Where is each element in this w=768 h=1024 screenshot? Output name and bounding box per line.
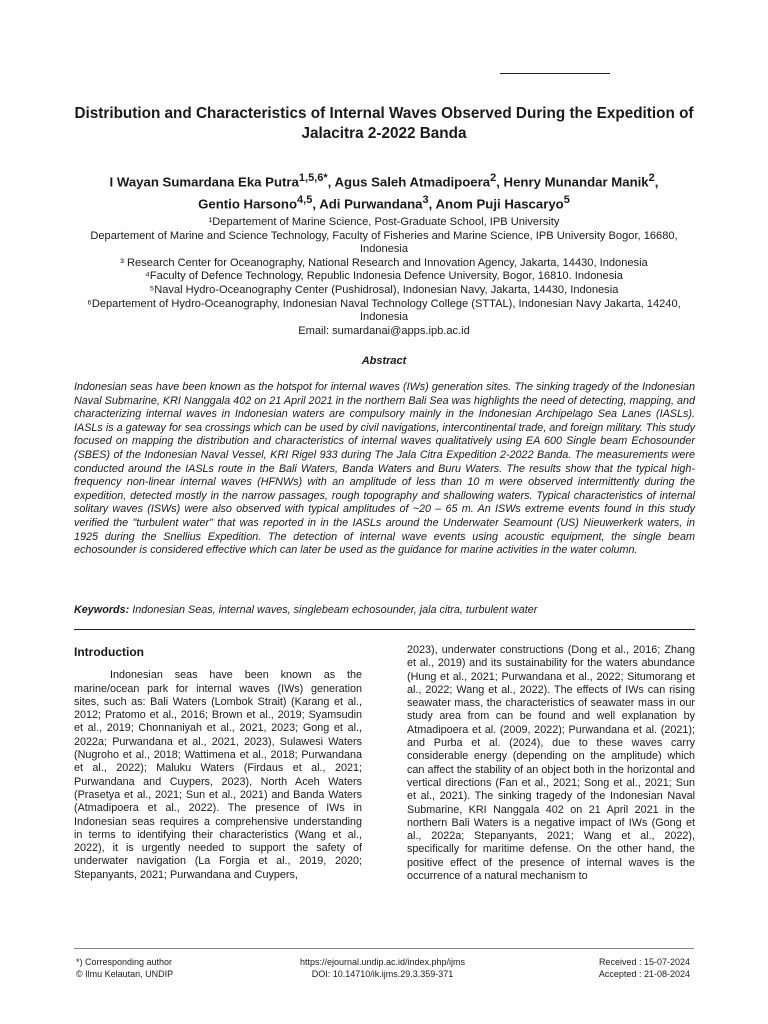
author: Gentio Harsono: [198, 196, 298, 212]
affiliation-line: ⁶Departement of Hydro-Oceanography, Indonesian Naval Technology College (STTAL), Indonesian Navy Jakarta, 14240, Indonesia: [87, 297, 681, 324]
author: Agus Saleh Atmadipoera: [334, 174, 491, 190]
corresponding-author-note: *) Corresponding author: [76, 957, 173, 967]
footer-left: [76, 956, 173, 980]
right-column: [407, 644, 695, 883]
introduction-heading: Introduction: [74, 645, 144, 659]
intro-paragraph-continued: 2023), underwater constructions (Dong et al., 2016; Zhang et al., 2019) and its sustainability for the waters abundance (Hung et al., 2021; Purwandana et al., 2022; Situmorang et al., 2022; Wang et al., 2022). The effects of IWs can rising seawater mass, the characteristics of seawater mass in our study area from can be found and well explanation by Atmadipoera et al. (2009, 2022); Purwandana et al. (2021); and Purba et al. (2024), due to these waves carry considerable energy (depending on the amplitude) which can affect the stability of an object both in the horizontal and vertical directions (Fan et al., 2021; Song et al., 2021; Sun et al., 2021). The sinking tragedy of the Indonesian Naval Submarine, KRI Nanggala 402 on 21 April 2021 in the northern Bali Waters is a negative impact of IWs (Gong et al., 2022a; Stepanyants, 2021; Wang et al., 2022), specifically for maritime defense. On the other hand, the positive effect of the presence of internal waves is the occurrence of a natural mechanism to: [407, 644, 695, 883]
author-list: I Wayan Sumardana Eka Putra$^{1,5,6*}$, Agus Saleh Atmadipoera$^2$, Henry Munandar Manik$^2$, Gentio Harsono$^{4,5}$, Adi Purwandana$^3$, Anom Puji Hascaryo$^5$: [109, 172, 659, 212]
author-affil-sup: 4,5: [297, 194, 313, 207]
author: Anom Puji Hascaryo: [435, 196, 564, 212]
email-line[interactable]: Email: sumardanai@apps.ipb.ac.id: [298, 324, 470, 337]
footer-center: [250, 956, 515, 980]
abstract-text: Indonesian seas have been known as the hotspot for internal waves (IWs) generation sites. The sinking tragedy of the Indonesian Naval Submarine, KRI Nanggala 402 on 21 April 2021 in the northern Bali Sea was highlights the need of detecting, mapping, and characterizing internal waves in Indonesian waters are compulsory mainly in the Indonesian Archipelago Sea Lanes (IASLs). IASLs is a gateway for sea crossings which can be used by civil navigations, intercontinental trade, and foreign military. This study focused on mapping the distribution and characteristics of internal waves qualitatively using EA 600 Single beam Echosounder (SBES) of the Indonesian Naval Vessel, KRI Rigel 933 during The Jala Citra Expedition 2-2022 Banda. The measurements were conducted around the IASLs route in the Bali Waters, Banda Waters and Buru Waters. The results show that the typical high-frequency non-linear internal waves (HFNWs) with an amplitude of less than 10 m were observed intermittently during the expedition, detected mostly in the narrow passages, rough topography and shallowing waters. Typical characteristics of internal solitary waves (ISWs) were also observed with typical amplitudes of ~20 – 65 m. An ISWs extreme events found in this study verified the "turbulent water" that was reported in in the IASLs around the Underwater Seamount (US) Nieuwerkerk waters, in 1925 during the Snellius Expedition. The detection of internal wave events using acoustic equipment, the single beam echosounder is considered effective which can later be used as the guidance for marine activities in the water column.: [74, 381, 695, 557]
keywords: [74, 603, 695, 617]
doi[interactable]: DOI: 10.14710/ik.ijms.29.3.359-371: [311, 969, 454, 979]
copyright: © Ilmu Kelautan, UNDIP: [76, 969, 174, 979]
footer-right: [560, 956, 690, 980]
affiliation-line: ⁴Faculty of Defence Technology, Republic Indonesia Defence University, Bogor, 16810. Indonesia: [145, 270, 623, 283]
left-column: [74, 644, 362, 882]
author-affil-sup: 3: [422, 194, 429, 207]
affiliation-line: ⁵Naval Hydro-Oceanography Center (Pushidrosal), Indonesian Navy, Jakarta, 14430, Indonesia: [149, 283, 619, 296]
abstract-heading: Abstract: [361, 355, 407, 367]
journal-url[interactable]: https://ejournal.undip.ac.id/index.php/ijms: [299, 957, 466, 967]
keywords-text: Indonesian Seas, internal waves, singlebeam echosounder, jala citra, turbulent water: [132, 604, 538, 616]
footer-divider: [74, 948, 694, 949]
author: I Wayan Sumardana Eka Putra: [109, 174, 299, 190]
author-affil-sup: 5: [563, 194, 570, 207]
affiliation-line: Departement of Marine and Science Technology, Faculty of Fisheries and Marine Science, IPB University Bogor, 16680, Indonesia: [90, 229, 678, 256]
header-rule: [500, 73, 610, 74]
author: Henry Munandar Manik: [503, 174, 649, 190]
author-affil-sup: 1,5,6*: [298, 172, 328, 184]
intro-paragraph: Indonesian seas have been known as the marine/ocean park for internal waves (IWs) generation sites, such as: Bali Waters (Lombok Strait) (Karang et al., 2012; Pratomo et al., 2016; Brown et al., 2019; Syamsudin et al., 2019; Chonnaniyah et al., 2021, 2023; Gong et al., 2022a; Purwandana et al., 2021, 2023), Sulawesi Waters (Nugroho et al., 2018; Wattimena et al., 2018; Purwandana et al., 2022); Maluku Waters (Firdaus et al., 2021; Purwandana and Cuypers, 2023), North Aceh Waters (Prasetya et al., 2021; Sun et al., 2021) and Banda Waters (Atmadipoera et al., 2022). The presence of IWs in Indonesian seas requires a comprehensive understanding in terms to identifying their characteristics (Wang et al., 2022), it is urgently needed to support the safety of underwater navigation (La Forgia et al., 2019, 2020; Stepanyants, 2021; Purwandana and Cuypers,: [74, 669, 362, 881]
accepted-date: Accepted : 21-08-2024: [598, 969, 690, 979]
keywords-label: Keywords:: [74, 604, 130, 616]
affiliation-line: ³ Research Center for Oceanography, National Research and Innovation Agency, Jakarta, 14430, Indonesia: [120, 256, 648, 269]
affiliations: [70, 216, 698, 338]
affiliation-line: ¹Departement of Marine Science, Post-Graduate School, IPB University: [208, 216, 560, 228]
author-affil-sup: 2: [648, 172, 655, 184]
received-date: Received : 15-07-2024: [598, 957, 690, 967]
author: Adi Purwandana: [319, 196, 423, 212]
author-affil-sup: 2: [490, 172, 497, 184]
section-divider: [74, 629, 695, 630]
paper-title: Distribution and Characteristics of Internal Waves Observed During the Expedition of Jalacitra 2-2022 Banda: [74, 105, 694, 142]
